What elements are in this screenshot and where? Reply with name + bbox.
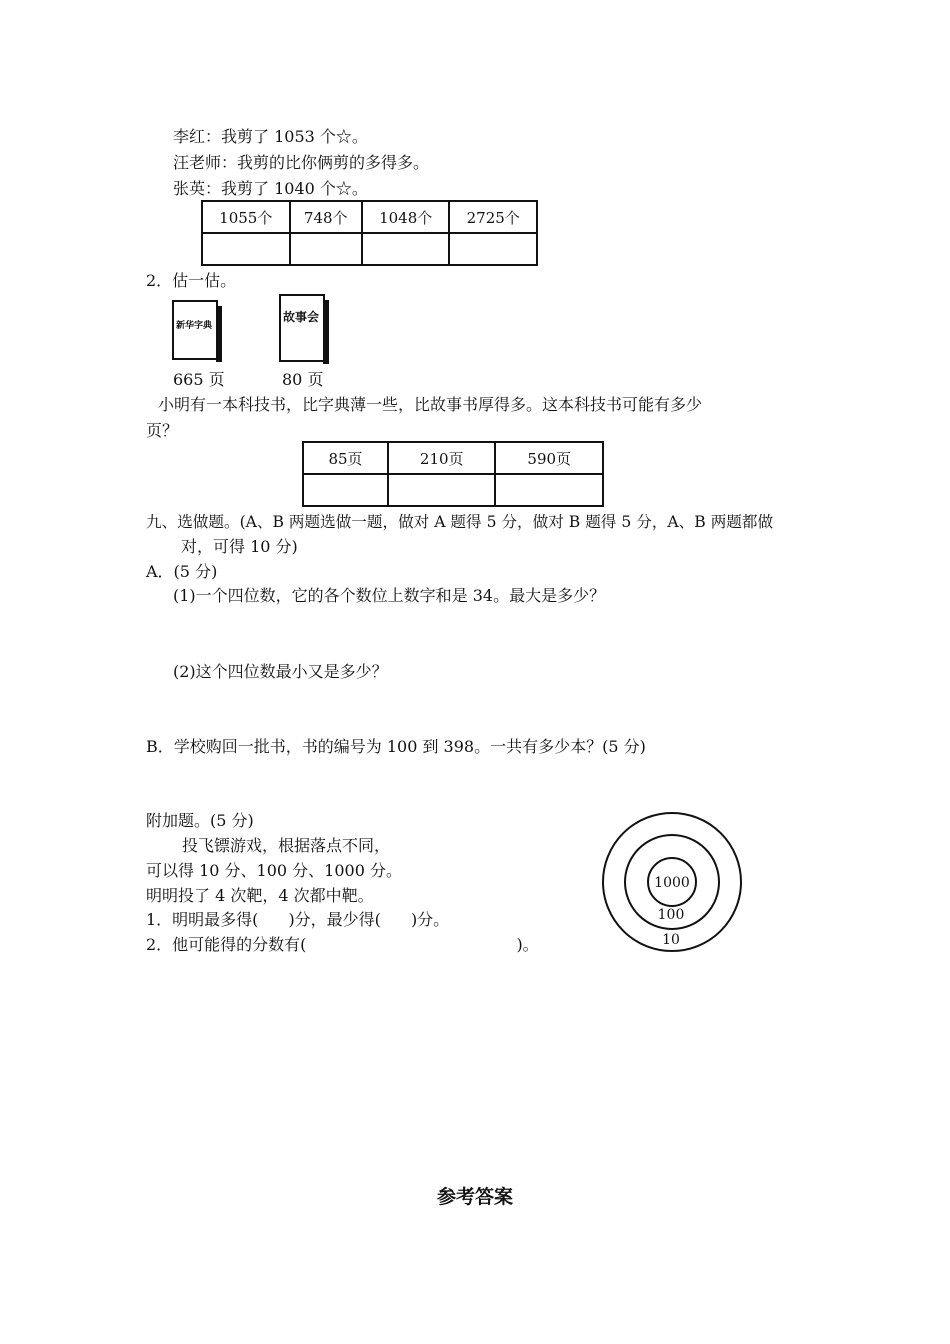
dart-target xyxy=(600,810,745,955)
answer-cell[interactable] xyxy=(303,474,388,506)
speaker-li-hong: 李红：我剪了 1053 个☆。 xyxy=(173,127,368,146)
q2-title: 2．估一估。 xyxy=(146,271,237,290)
answer-cell[interactable] xyxy=(388,474,495,506)
answer-cell[interactable] xyxy=(495,474,603,506)
answer-cell[interactable] xyxy=(449,233,537,265)
answer-cell[interactable] xyxy=(202,233,290,265)
storybook-label: 故事会 xyxy=(283,310,320,324)
pages-option-cell: 85页 xyxy=(303,442,388,474)
speaker-zhang-ying: 张英：我剪了 1040 个☆。 xyxy=(173,179,368,198)
pages-table xyxy=(302,441,604,507)
answers-heading: 参考答案 xyxy=(436,1186,513,1208)
storybook-book-icon xyxy=(279,294,325,362)
bonus-line3: 明明投了 4 次靶，4 次都中靶。 xyxy=(146,886,374,905)
pages-option-cell: 590页 xyxy=(495,442,603,474)
bonus-q2 xyxy=(146,934,539,956)
target-label-10: 10 xyxy=(662,932,680,948)
bonus-title: 附加题。(5 分) xyxy=(146,811,254,830)
bonus-q2-part-b: )。 xyxy=(516,935,539,954)
option-cell: 1048个 xyxy=(362,201,450,233)
option-cell: 1055个 xyxy=(202,201,290,233)
pages-option-cell: 210页 xyxy=(388,442,495,474)
option-cell: 748个 xyxy=(290,201,362,233)
speaker-teacher-wang: 汪老师：我剪的比你俩剪的多得多。 xyxy=(173,153,430,172)
bonus-line1: 投飞镖游戏，根据落点不同， xyxy=(182,836,391,855)
target-label-1000: 1000 xyxy=(654,875,690,891)
target-label-100: 100 xyxy=(657,907,685,923)
answer-cell[interactable] xyxy=(362,233,450,265)
option-cell: 2725个 xyxy=(449,201,537,233)
dictionary-label: 新华字典 xyxy=(176,321,213,331)
bonus-q2-part-a: 2．他可能得的分数有( xyxy=(146,935,307,954)
options-table xyxy=(201,200,538,266)
section9-a-q1: (1)一个四位数，它的各个数位上数字和是 34。最大是多少？ xyxy=(173,586,606,605)
section9-a-q2: (2)这个四位数最小又是多少？ xyxy=(173,662,388,681)
q2-text-line2: 页？ xyxy=(146,421,179,440)
storybook-pages: 80 页 xyxy=(282,370,324,389)
section9-b-question: B．学校购回一批书，书的编号为 100 到 398。一共有多少本？(5 分) xyxy=(146,737,646,756)
bonus-q1-part-c: )分。 xyxy=(410,910,450,929)
section9-title-line2: 对，可得 10 分) xyxy=(181,537,298,556)
q2-text-line1: 小明有一本科技书，比字典薄一些，比故事书厚得多。这本科技书可能有多少 xyxy=(158,395,703,414)
section9-a-label: A．(5 分) xyxy=(146,562,218,581)
bonus-q1-part-a: 1．明明最多得( xyxy=(146,910,259,929)
dictionary-book-icon xyxy=(172,300,218,360)
bonus-line2: 可以得 10 分、100 分、1000 分。 xyxy=(146,861,402,880)
dictionary-pages: 665 页 xyxy=(173,370,225,389)
bonus-q1-part-b: )分，最少得( xyxy=(288,910,381,929)
answer-cell[interactable] xyxy=(290,233,362,265)
section9-title-line1: 九、选做题。(A、B 两题选做一题，做对 A 题得 5 分，做对 B 题得 5 分，A、B 两题都做 xyxy=(146,513,774,531)
bonus-q1 xyxy=(146,909,449,931)
